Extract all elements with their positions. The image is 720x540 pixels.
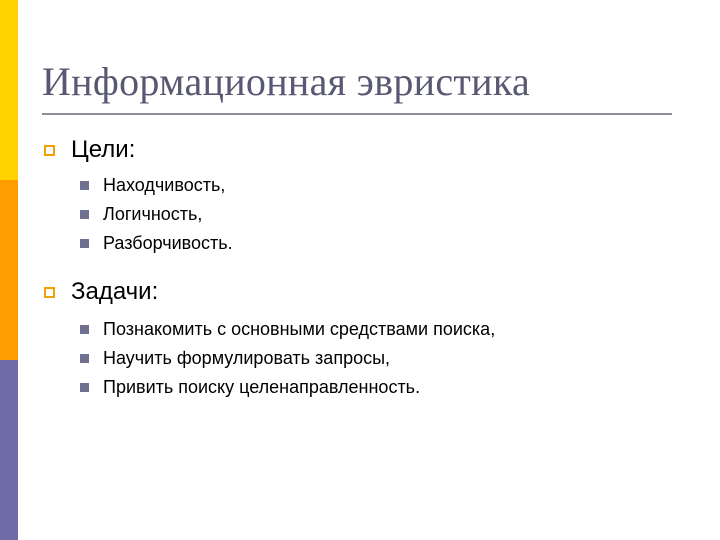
list-item-text: Находчивость, <box>103 175 226 195</box>
square-bullet-icon <box>80 325 89 334</box>
list-item-text: Научить формулировать запросы, <box>103 348 391 368</box>
side-stripe-yellow <box>0 0 18 180</box>
side-stripe-orange <box>0 180 18 360</box>
box-bullet-icon <box>44 145 55 156</box>
list-item <box>80 344 495 373</box>
section-tasks-label: Задачи: <box>71 278 159 305</box>
list-item-text: Привить поиску целенаправленность. <box>103 377 421 397</box>
list-item-text: Логичность, <box>103 204 203 224</box>
section-goals-label: Цели: <box>71 136 136 163</box>
list-item-text: Разборчивость. <box>103 233 233 253</box>
list-item <box>80 315 495 344</box>
section-tasks-heading <box>42 278 158 306</box>
goals-list <box>80 171 233 258</box>
slide-title: Информационная эвристика <box>42 59 531 104</box>
list-item <box>80 171 233 200</box>
tasks-list <box>80 315 495 402</box>
list-item <box>80 200 233 229</box>
square-bullet-icon <box>80 239 89 248</box>
square-bullet-icon <box>80 383 89 392</box>
list-item <box>80 229 233 258</box>
square-bullet-icon <box>80 210 89 219</box>
list-item-text: Познакомить с основными средствами поиска, <box>103 319 496 339</box>
box-bullet-icon <box>44 287 55 298</box>
square-bullet-icon <box>80 181 89 190</box>
side-stripe-purple <box>0 360 18 540</box>
list-item <box>80 373 495 402</box>
title-underline <box>42 113 672 115</box>
square-bullet-icon <box>80 354 89 363</box>
section-goals-heading <box>42 136 135 164</box>
